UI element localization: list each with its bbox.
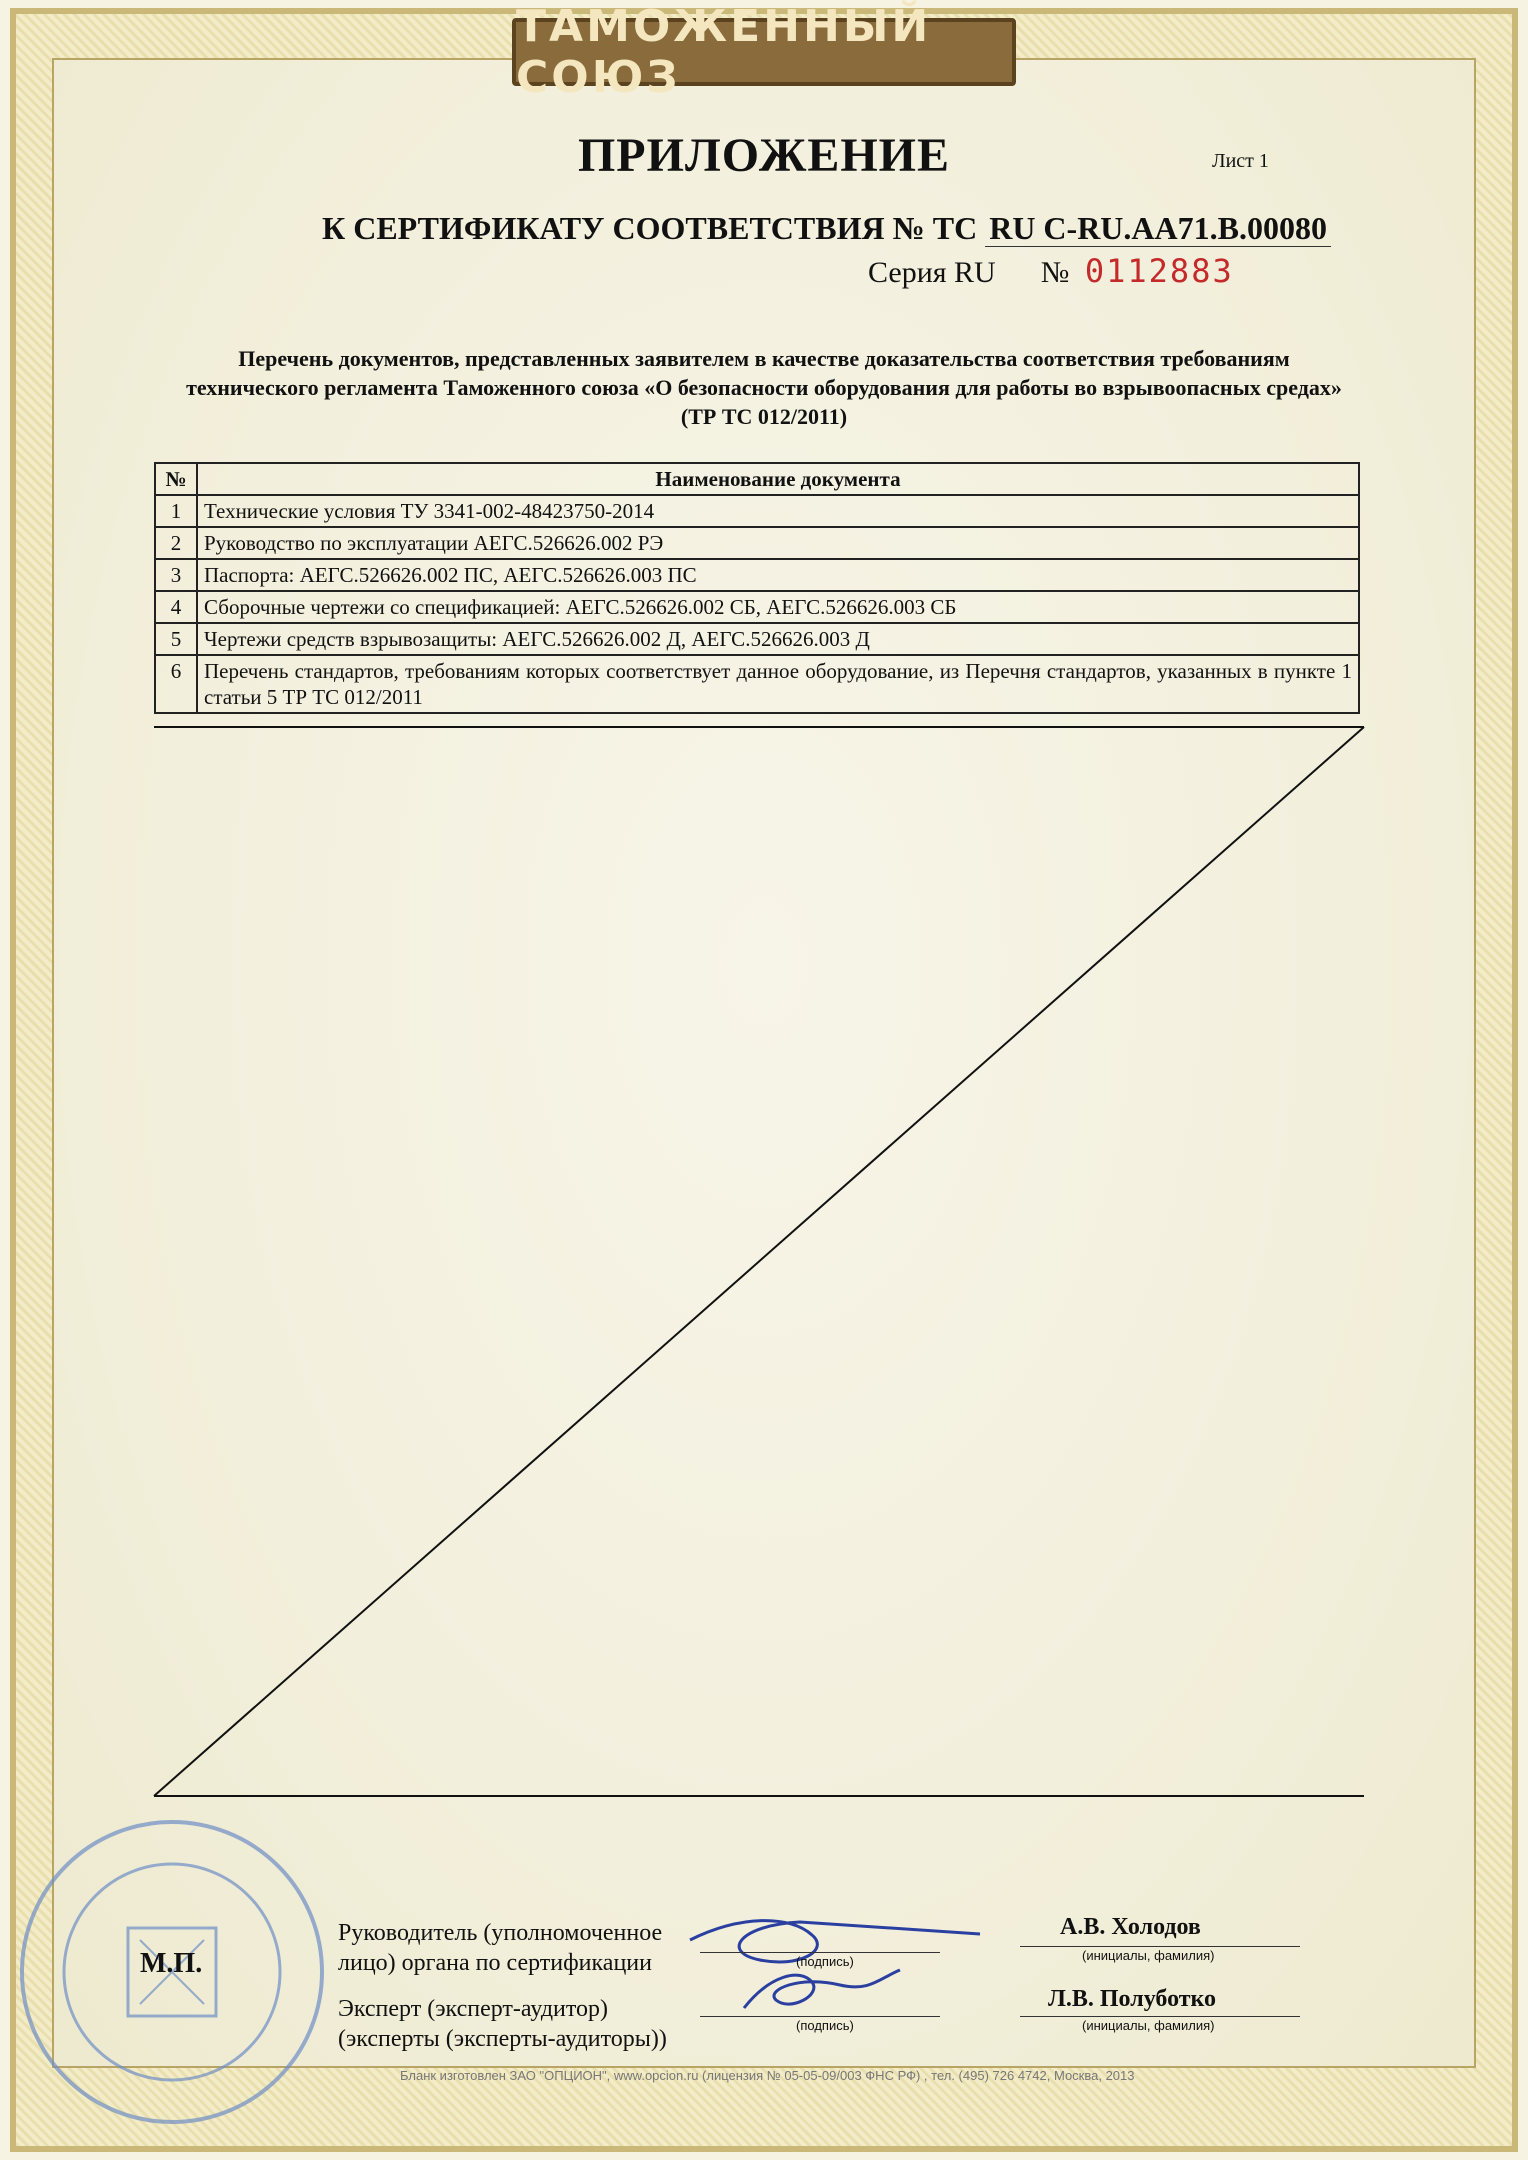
row-text: Технические условия ТУ 3341-002-48423750-2014 bbox=[197, 495, 1359, 527]
certificate-no-label: № ТС bbox=[892, 210, 978, 246]
expert-name-line bbox=[1020, 2016, 1300, 2017]
series-value: RU bbox=[954, 256, 996, 289]
row-number: 5 bbox=[155, 623, 197, 655]
series-label: Серия bbox=[868, 256, 947, 289]
head-name-line bbox=[1020, 1946, 1300, 1947]
head-name: А.В. Холодов bbox=[1060, 1914, 1201, 1940]
expert-signature-line bbox=[700, 2016, 940, 2017]
expert-signature-caption: (подпись) bbox=[796, 2018, 854, 2033]
page-title: ПРИЛОЖЕНИЕ bbox=[577, 129, 951, 182]
expert-name-caption: (инициалы, фамилия) bbox=[1082, 2018, 1215, 2033]
diagonal-strike bbox=[154, 727, 1364, 1796]
head-role-line-2: лицо) органа по сертификации bbox=[338, 1950, 652, 1976]
expert-role-line-2: (эксперты (эксперты-аудиторы)) bbox=[338, 2026, 667, 2052]
row-text: Сборочные чертежи со спецификацией: АЕГС.526626.002 СБ, АЕГС.526626.003 СБ bbox=[197, 591, 1359, 623]
intro-text: Перечень документов, представленных заявителем в качестве доказательства соответствия требованиям технического регламента Таможенного союза «О безопасности оборудования для работы во взрывоопасных средах» (ТР ТС 012/2011) bbox=[186, 346, 1342, 429]
expert-role-line-1: Эксперт (эксперт-аудитор) bbox=[338, 1996, 609, 2022]
certificate-prefix: К СЕРТИФИКАТУ СООТВЕТСТВИЯ bbox=[322, 210, 885, 246]
head-signature-caption: (подпись) bbox=[796, 1954, 854, 1969]
row-number: 1 bbox=[155, 495, 197, 527]
sheet-number: Лист 1 bbox=[1212, 150, 1269, 172]
column-header-name: Наименование документа bbox=[197, 463, 1359, 495]
row-text: Перечень стандартов, требованиям которых соответствует данное оборудование, из Перечня стандартов, указанных в пункте 1 статьи 5 ТР ТС 012/2011 bbox=[197, 655, 1359, 713]
row-text: Чертежи средств взрывозащиты: АЕГС.526626.002 Д, АЕГС.526626.003 Д bbox=[197, 623, 1359, 655]
column-header-no: № bbox=[155, 463, 197, 495]
row-number: 3 bbox=[155, 559, 197, 591]
form-footer: Бланк изготовлен ЗАО "ОПЦИОН", www.opcion.ru (лицензия № 05-05-09/003 ФНС РФ) , тел. (495) 726 4742, Москва, 2013 bbox=[400, 2068, 1135, 2083]
expert-signature bbox=[744, 1970, 900, 2008]
head-role-line-1: Руководитель (уполномоченное bbox=[338, 1920, 663, 1946]
expert-name: Л.В. Полуботко bbox=[1048, 1986, 1217, 2012]
head-name-caption: (инициалы, фамилия) bbox=[1082, 1948, 1215, 1963]
seal-place-label: М.П. bbox=[140, 1948, 203, 1979]
row-text: Паспорта: АЕГС.526626.002 ПС, АЕГС.526626.003 ПС bbox=[197, 559, 1359, 591]
row-number: 4 bbox=[155, 591, 197, 623]
certificate-number: RU C-RU.AA71.B.00080 bbox=[985, 210, 1331, 247]
row-text: Руководство по эксплуатации АЕГС.526626.002 РЭ bbox=[197, 527, 1359, 559]
row-number: 6 bbox=[155, 655, 197, 713]
row-number: 2 bbox=[155, 527, 197, 559]
banner-text: ТАМОЖЕННЫЙ СОЮЗ bbox=[516, 1, 932, 103]
form-number: 0112883 bbox=[1084, 252, 1234, 290]
head-role-label bbox=[338, 1918, 662, 1978]
head-signature-line bbox=[700, 1952, 940, 1953]
form-no-label: № bbox=[1040, 256, 1070, 289]
expert-role-label bbox=[338, 1994, 667, 2054]
